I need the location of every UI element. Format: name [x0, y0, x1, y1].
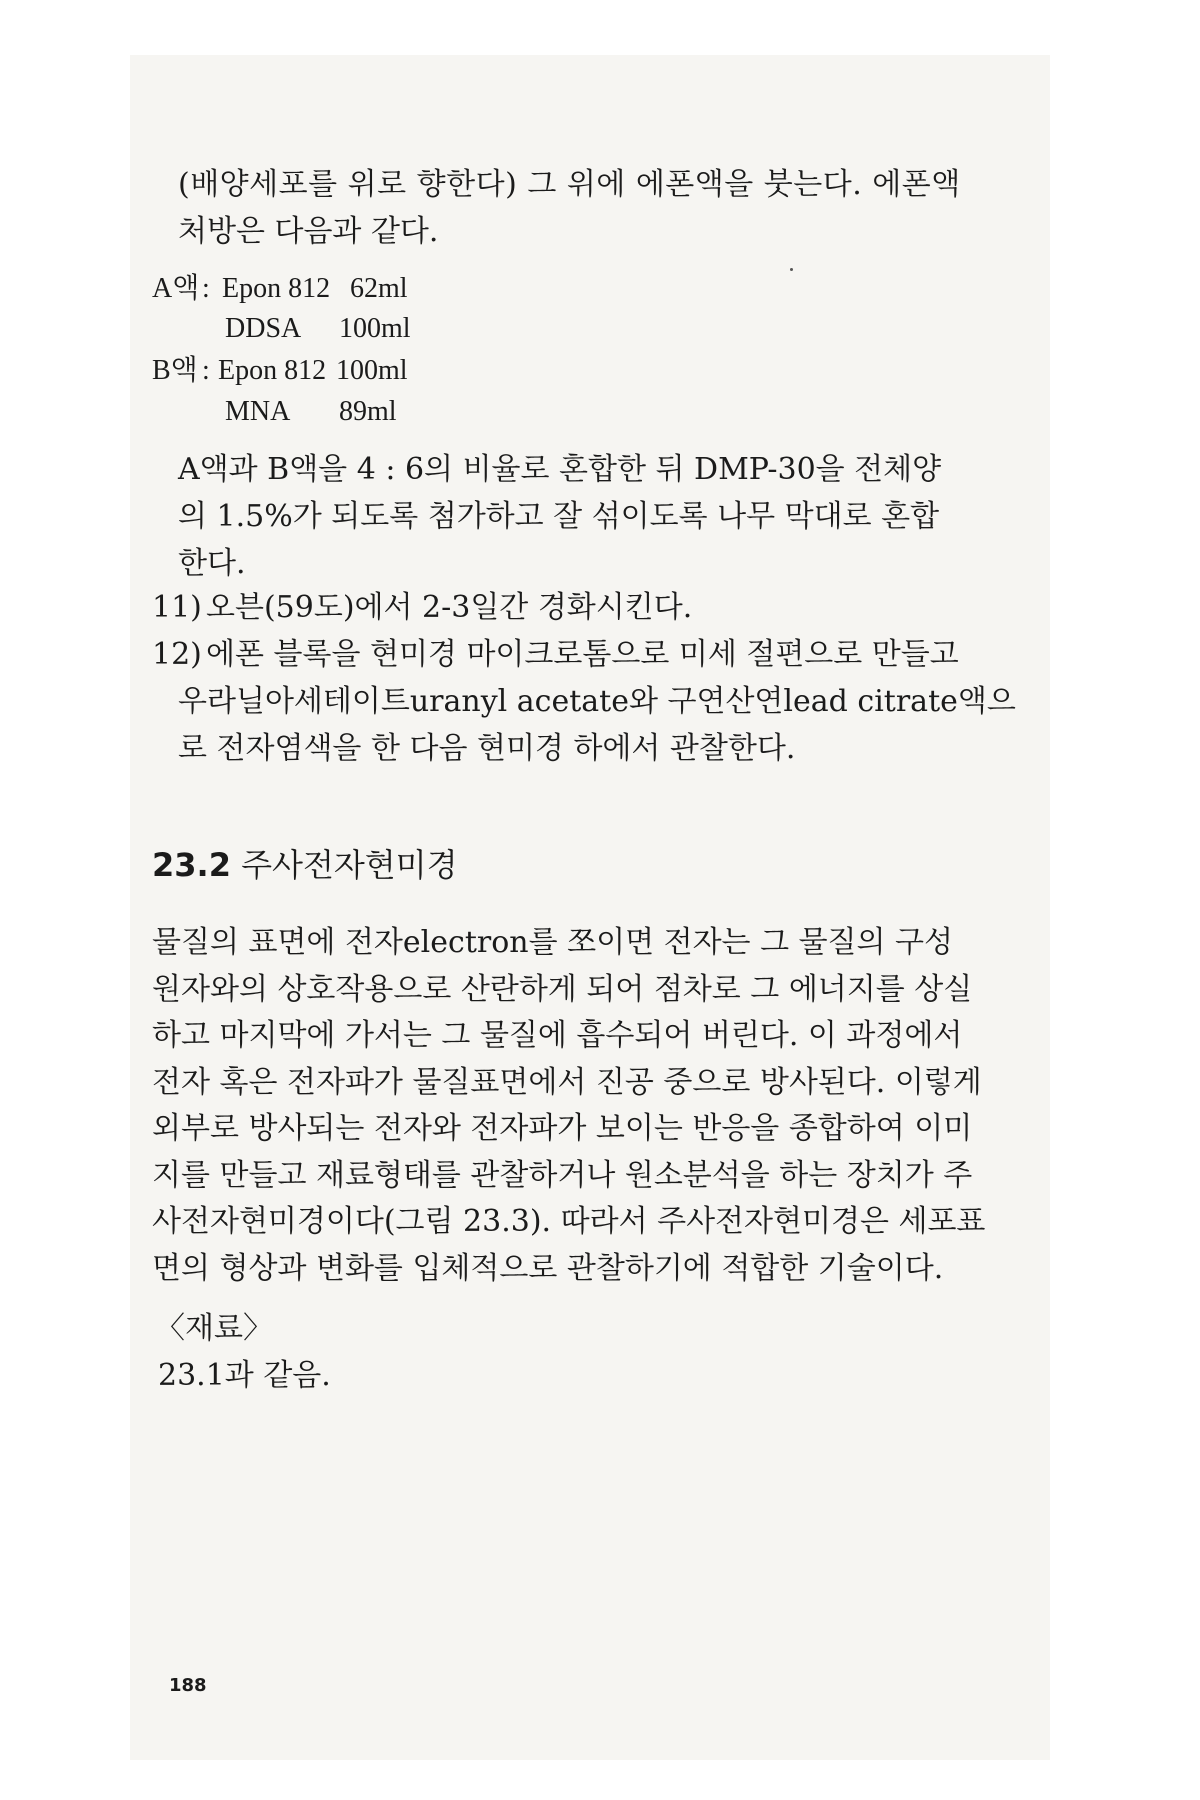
formula-volume: 62ml [350, 273, 408, 304]
mixing-line: 한다. [178, 546, 246, 581]
formula-reagent: Epon 812 [222, 273, 331, 304]
body-line: 원자와의 상호작용으로 산란하게 되어 점차로 그 에너지를 상실 [152, 971, 973, 1007]
materials-text-value: 23.1과 같음. [158, 1358, 331, 1393]
step-line: 오븐(59도)에서 2-3일간 경화시킨다. [206, 590, 693, 625]
intro-line: (배양세포를 위로 향한다) 그 위에 에폰액을 붓는다. 에폰액 [178, 167, 961, 202]
section-number: 23.2 [152, 846, 231, 884]
materials-heading [155, 1305, 273, 1352]
formula-reagent: Epon 812 [218, 355, 327, 386]
body-line: 하고 마지막에 가서는 그 물질에 흡수되어 버린다. 이 과정에서 [152, 1018, 963, 1053]
formula-volume: 100ml [339, 313, 411, 344]
step-number: 11) [152, 590, 202, 625]
formula-separator: : [202, 273, 210, 304]
section-title: 주사전자현미경 [241, 846, 458, 884]
step-text [206, 584, 692, 631]
section-heading [152, 840, 458, 886]
mixing-line: A액과 B액을 4 : 6의 비율로 혼합한 뒤 DMP-30을 전체양 [178, 452, 942, 487]
body-line: 지를 만들고 재료형태를 관찰하거나 원소분석을 하는 장치가 주 [152, 1157, 973, 1193]
body-line: 물질의 표면에 전자electron를 쪼이면 전자는 그 물질의 구성 [152, 925, 954, 960]
step-number: 12) [152, 637, 202, 672]
intro-line: 처방은 다음과 같다. [178, 214, 439, 249]
speck-mark [790, 268, 793, 271]
step-line: 우라닐아세테이트uranyl acetate와 구연산연lead citrate액으 [178, 684, 1016, 719]
body-line: 외부로 방사되는 전자와 전자파가 보이는 반응을 종합하여 이미 [152, 1111, 973, 1146]
body-line: 전자 혹은 전자파가 물질표면에서 진공 중으로 방사된다. 이렇게 [152, 1064, 982, 1100]
step-item [152, 631, 202, 678]
formula-volume: 100ml [336, 355, 408, 386]
step-text-continued [178, 678, 1016, 772]
formula-label: A액 [152, 273, 200, 304]
formula-volume: 89ml [339, 396, 397, 427]
step-item [152, 584, 202, 631]
step-text [206, 631, 959, 678]
page-number: 188 [169, 1675, 207, 1696]
materials-heading-text: 〈재료〉 [155, 1311, 273, 1346]
step-line: 로 전자염색을 한 다음 현미경 하에서 관찰한다. [178, 731, 796, 766]
body-line: 면의 형상과 변화를 입체적으로 관찰하기에 적합한 기술이다. [152, 1250, 944, 1286]
formula-label: B액 [152, 355, 198, 386]
step-line: 에폰 블록을 현미경 마이크로톰으로 미세 절편으로 만들고 [206, 637, 959, 672]
formula-reagent: DDSA [225, 313, 302, 344]
formula-separator: : [202, 355, 210, 386]
formula-reagent: MNA [225, 396, 291, 427]
body-line: 사전자현미경이다(그림 23.3). 따라서 주사전자현미경은 세포표 [152, 1204, 986, 1239]
materials-text [158, 1352, 331, 1399]
mixing-line: 의 1.5%가 되도록 첨가하고 잘 섞이도록 나무 막대로 혼합 [178, 499, 940, 534]
intro-paragraph [178, 161, 961, 255]
body-paragraph [152, 920, 985, 1292]
mixing-paragraph [178, 446, 941, 587]
